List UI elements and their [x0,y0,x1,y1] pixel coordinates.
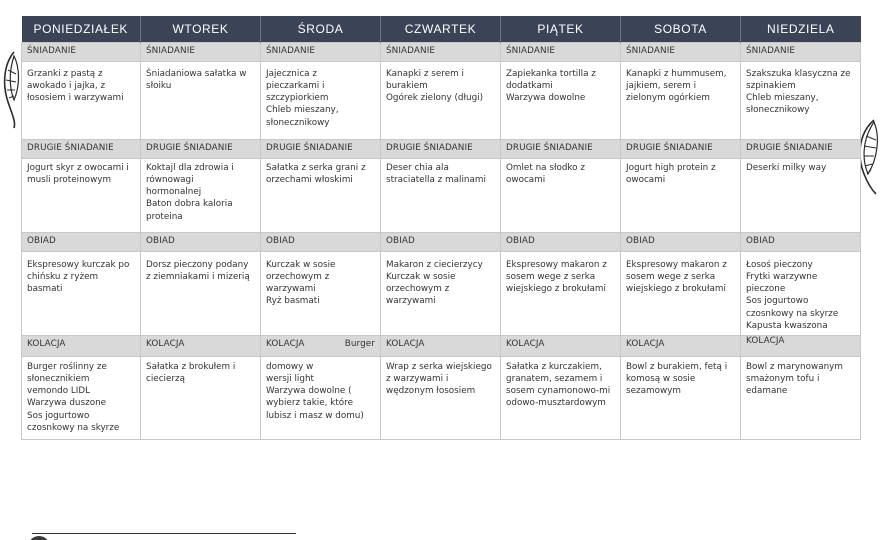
meal-cell [261,251,381,336]
meal-label-cell: KOLACJA [141,336,261,356]
lunch-label-row [22,232,861,251]
meal-label-text: KOLACJA [266,339,305,350]
meal-line: Jogurt high protein z [626,162,716,173]
leaf-illustration-icon [0,50,22,130]
meal-line: sosem wege z serka [626,271,716,282]
meal-cell [22,158,141,232]
meal-line: orzechowym z [266,271,330,282]
meal-line: Dorsz pieczony podany [146,259,249,270]
meal-line: Śniadaniowa sałatka w [146,68,247,79]
meal-cell [22,356,141,439]
meal-line: Kapusta kwaszona [746,320,828,331]
meal-label-cell: ŚNIADANIE [22,42,141,61]
meal-label-cell: ŚNIADANIE [141,42,261,61]
meal-line: orzechami włoskimi [266,174,353,185]
day-header-friday: PIĄTEK [501,16,621,42]
meal-label-cell: DRUGIE ŚNIADANIE [501,139,621,158]
meal-line: Kanapki z serem i [386,68,464,79]
meal-line: musli proteinowym [27,174,112,185]
weekly-meal-plan-table [21,16,861,440]
day-header-monday: PONIEDZIAŁEK [22,16,141,42]
days-header-row [22,16,861,42]
meal-cell [22,61,141,139]
meal-line: lubisz i masz w domu) [266,410,364,421]
meal-line: Kurczak w sosie [386,271,456,282]
meal-label-cell: ŚNIADANIE [741,42,861,61]
meal-cell [141,251,261,336]
meal-line: Warzywa dowolne ( [266,386,352,397]
day-header-thursday: CZWARTEK [381,16,501,42]
second-breakfast-label-row [22,139,861,158]
cropped-top-text [44,0,344,12]
meal-line: Sos jogurtowo [27,410,90,421]
meal-line: z ziemniakami i mizerią [146,271,250,282]
meal-label-cell: DRUGIE ŚNIADANIE [621,139,741,158]
meal-line: wędzonym łososiem [386,386,476,397]
meal-label-cell: OBIAD [501,232,621,251]
meal-line: Szakszuka klasyczna ze [746,68,851,79]
meal-line: łososiem i warzywami [27,93,124,104]
meal-label-cell: DRUGIE ŚNIADANIE [741,139,861,158]
meal-line: wiejskiego z brokułami [506,284,606,295]
meal-line: sezamowym [626,386,681,397]
meal-line: dodatkami [506,80,553,91]
meal-line: Baton dobra kaloria [146,199,233,210]
meal-line: Wrap z serka wiejskiego [386,361,492,372]
meal-line: równowagi [146,174,194,185]
meal-line: Chleb mieszany, [266,105,339,116]
meal-label-cell: DRUGIE ŚNIADANIE [381,139,501,158]
meal-line: Burger roślinny ze [27,361,107,372]
meal-line: Ekspresowy kurczak po [27,259,130,270]
meal-line: Sos jogurtowo [746,296,809,307]
meal-cell [621,356,741,439]
meal-line: edamane [746,386,788,397]
meal-cell [22,251,141,336]
meal-line: wersji light [266,373,314,384]
meal-cell [381,251,501,336]
meal-line: pieczone [746,284,786,295]
day-header-wednesday: ŚRODA [261,16,381,42]
day-header-tuesday: WTOREK [141,16,261,42]
meal-cell [501,356,621,439]
meal-line: Deser chia ala [386,162,449,173]
dinner-row [22,356,861,439]
meal-line: Ogórek zielony (długi) [386,93,484,104]
meal-line: orzechowym z [386,284,450,295]
meal-line: warzywami [386,296,436,307]
meal-label-cell [261,336,381,356]
meal-label-cell: DRUGIE ŚNIADANIE [261,139,381,158]
meal-line: wybierz takie, które [266,398,354,409]
meal-cell [621,251,741,336]
meal-line: szpinakiem [746,80,796,91]
meal-cell [741,251,861,336]
meal-label-cell [741,336,861,356]
meal-line: czosnkowy na skyrze [746,308,839,319]
meal-line: Jogurt skyr z owocami i [27,162,129,173]
meal-cell [741,158,861,232]
meal-line: proteina [146,211,183,222]
meal-line: z warzywami i [386,373,449,384]
meal-cell [141,356,261,439]
meal-label-text: KOLACJA [746,336,785,347]
meal-label-cell: ŚNIADANIE [621,42,741,61]
lunch-row [22,251,861,336]
meal-label-cell: OBIAD [22,232,141,251]
meal-line: Sałatka z serka grani z [266,162,366,173]
meal-line: szczypiorkiem [266,93,329,104]
meal-label-cell: OBIAD [261,232,381,251]
meal-label-cell: KOLACJA [621,336,741,356]
meal-line: awokado i jajka, z [27,80,106,91]
meal-line: domowy w [266,361,314,372]
dinner-label-row [22,336,861,356]
meal-line: Makaron z ciecierzycy [386,259,483,270]
meal-line: słonecznikiem [27,373,90,384]
meal-line: owocami [626,174,666,185]
second-breakfast-row [22,158,861,232]
meal-line: słoiku [146,80,172,91]
meal-label-cell: OBIAD [141,232,261,251]
day-header-saturday: SOBOTA [621,16,741,42]
meal-line: Deserki milky way [746,162,827,173]
meal-line: vemondo LIDL [27,386,91,397]
breakfast-row [22,61,861,139]
meal-line: Bowl z marynowanym [746,361,843,372]
meal-line: zielonym ogórkiem [626,93,710,104]
meal-line: Łosoś pieczony [746,259,813,270]
meal-label-cell: KOLACJA [381,336,501,356]
meal-cell [261,158,381,232]
meal-line: Koktajl dla zdrowia i [146,162,234,173]
meal-cell [741,356,861,439]
overflow-label-text: Burger [344,339,375,350]
meal-line: pieczarkami i [266,80,325,91]
meal-label-cell: OBIAD [381,232,501,251]
meal-cell [261,61,381,139]
meal-label-cell: OBIAD [741,232,861,251]
meal-cell [141,158,261,232]
meal-cell [501,251,621,336]
meal-cell [141,61,261,139]
meal-line: warzywami [266,284,316,295]
meal-label-cell: DRUGIE ŚNIADANIE [141,139,261,158]
meal-line: smażonym tofu i [746,373,820,384]
meal-line: Omlet na słodko z [506,162,585,173]
meal-line: odowo-musztardowym [506,398,606,409]
meal-cell [501,158,621,232]
meal-line: Ryż basmati [266,296,320,307]
meal-line: Jajecznica z [266,68,317,79]
meal-line: Sałatka z brokułem i [146,361,236,372]
meal-line: słonecznikowy [266,117,330,128]
meal-line: sosem cynamonowo-mi [506,386,611,397]
meal-line: wiejskiego z brokułami [626,284,726,295]
meal-label-cell: KOLACJA [22,336,141,356]
breakfast-label-row [22,42,861,61]
meal-line: słonecznikowy [746,105,810,116]
meal-cell [621,158,741,232]
footer-badge [28,536,50,540]
meal-cell [261,356,381,439]
meal-label-cell: OBIAD [621,232,741,251]
meal-cell [501,61,621,139]
meal-line: jajkiem, serem i [626,80,697,91]
footer-divider [32,533,296,534]
meal-line: Grzanki z pastą z [27,68,103,79]
meal-line: chińsku z ryżem [27,271,99,282]
meal-line: Warzywa duszone [27,398,107,409]
meal-line: sosem wege z serka [506,271,596,282]
meal-label-cell: KOLACJA [501,336,621,356]
day-header-sunday: NIEDZIELA [741,16,861,42]
meal-line: hormonalnej [146,187,202,198]
meal-line: burakiem [386,80,428,91]
meal-line: Warzywa dowolne [506,93,586,104]
meal-cell [381,356,501,439]
meal-line: ciecierzą [146,373,186,384]
meal-label-cell: ŚNIADANIE [381,42,501,61]
meal-line: granatem, sezamem i [506,373,603,384]
meal-line: Ekspresowy makaron z [506,259,607,270]
meal-label-cell: DRUGIE ŚNIADANIE [22,139,141,158]
meal-line: komosą w sosie [626,373,696,384]
meal-line: owocami [506,174,546,185]
meal-line: Chleb mieszany, [746,93,819,104]
meal-line: Ekspresowy makaron z [626,259,727,270]
meal-cell [741,61,861,139]
meal-line: czosnkowy na skyrze [27,423,120,434]
meal-label-cell: ŚNIADANIE [261,42,381,61]
meal-cell [381,158,501,232]
meal-line: Kanapki z hummusem, [626,68,727,79]
meal-label-cell: ŚNIADANIE [501,42,621,61]
meal-line: Frytki warzywne [746,271,818,282]
meal-line: Zapiekanka tortilla z [506,68,596,79]
meal-cell [381,61,501,139]
meal-line: straciatella z malinami [386,174,486,185]
meal-cell [621,61,741,139]
meal-line: basmati [27,284,63,295]
meal-line: Bowl z burakiem, fetą i [626,361,728,372]
meal-line: Kurczak w sosie [266,259,336,270]
meal-line: Sałatka z kurczakiem, [506,361,602,372]
